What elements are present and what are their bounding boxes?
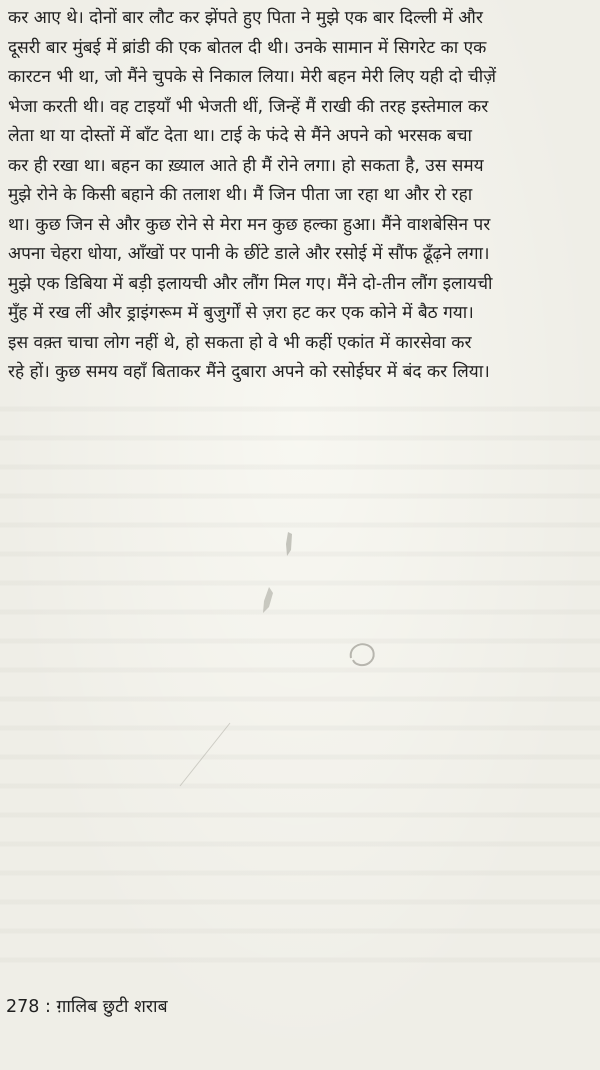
book-title: ग़ालिब छुटी शराब bbox=[56, 997, 168, 1017]
text-line: मुझे एक डिबिया में बड़ी इलायची और लौंग मिल गए। मैंने दो-तीन लौंग इलायची bbox=[8, 273, 493, 294]
text-line: लेता था या दोस्तों में बाँट देता था। टाई के फंदे से मैंने अपने को भरसक बचा bbox=[8, 126, 472, 146]
text-line: अपना चेहरा धोया, आँखों पर पानी के छींटे डाले और रसोई में सौंफ ढूँढ़ने लगा। bbox=[8, 244, 490, 264]
text-line: मुँह में रख लीं और ड्राइंगरूम में बुजुर्गों से ज़रा हट कर एक कोने में बैठ गया। bbox=[8, 303, 474, 323]
body-paragraph bbox=[8, 4, 588, 388]
text-line: भेजा करती थी। वह टाइयाँ भी भेजती थीं, जिन्हें मैं राखी की तरह इस्तेमाल कर bbox=[8, 96, 489, 117]
text-line: कर ही रखा था। बहन का ख़्याल आते ही मैं रोने लगा। हो सकता है, उस समय bbox=[8, 155, 484, 176]
show-through-text bbox=[0, 390, 600, 970]
page-footer bbox=[6, 994, 168, 1020]
text-line: इस वक़्त चाचा लोग नहीं थे, हो सकता हो वे भी कहीं एकांत में कारसेवा कर bbox=[8, 332, 472, 353]
text-line: दूसरी बार मुंबई में ब्रांडी की एक बोतल दी थी। उनके सामान में सिगरेट का एक bbox=[8, 37, 487, 58]
text-line: था। कुछ जिन से और कुछ रोने से मेरा मन कुछ हल्का हुआ। मैंने वाशबेसिन पर bbox=[8, 214, 491, 235]
footer-separator: : bbox=[44, 997, 51, 1017]
text-line: कर आए थे। दोनों बार लौट कर झेंपते हुए पिता ने मुझे एक बार दिल्ली में और bbox=[8, 8, 483, 28]
text-line: कारटन भी था, जो मैंने चुपके से निकाल लिया। मेरी बहन मेरी लिए यही दो चीज़ें bbox=[8, 67, 496, 87]
text-line: रहे हों। कुछ समय वहाँ बिताकर मैंने दुबारा अपने को रसोईघर में बंद कर लिया। bbox=[8, 362, 490, 382]
text-line: मुझे रोने के किसी बहाने की तलाश थी। मैं जिन पीता जा रहा था और रो रहा bbox=[8, 185, 473, 205]
page-number: 278 bbox=[6, 997, 40, 1017]
